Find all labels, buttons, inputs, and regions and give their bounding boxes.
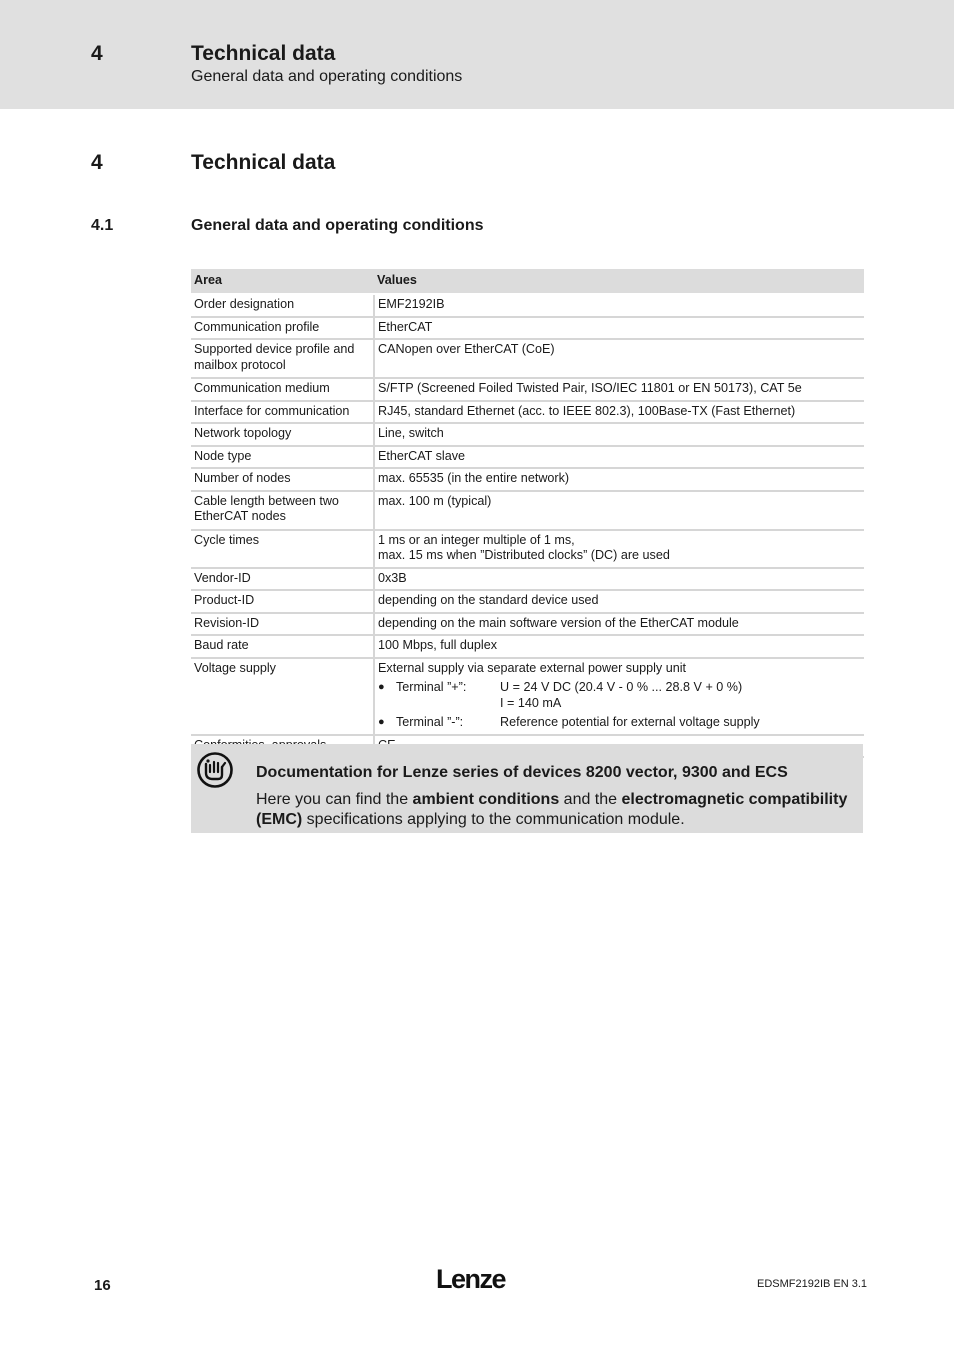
note-title: Documentation for Lenze series of devices 8200 vector, 9300 and ECS bbox=[256, 764, 788, 781]
row-value: 100 Mbps, full duplex bbox=[374, 635, 864, 658]
row-value: RJ45, standard Ethernet (acc. to IEEE 802.3), 100Base-TX (Fast Ethernet) bbox=[374, 401, 864, 424]
row-value-line: max. 15 ms when ”Distributed clocks” (DC) are used bbox=[378, 548, 670, 562]
bullet-item bbox=[378, 680, 861, 711]
bullet-value bbox=[500, 680, 861, 711]
row-area: Network topology bbox=[191, 423, 374, 446]
row-area: Interface for communication bbox=[191, 401, 374, 424]
bullet-label: Terminal ”+”: bbox=[396, 680, 467, 694]
row-area: Vendor-ID bbox=[191, 568, 374, 591]
table-row bbox=[191, 446, 864, 469]
column-header-values: Values bbox=[374, 269, 864, 294]
bullet-item bbox=[378, 715, 861, 731]
row-value-line: 1 ms or an integer multiple of 1 ms, bbox=[378, 532, 575, 547]
row-value: max. 65535 (in the entire network) bbox=[374, 468, 864, 491]
row-area: Product-ID bbox=[191, 590, 374, 613]
bullet-value-line: U = 24 V DC (20.4 V - 0 % ... 28.8 V + 0 %) bbox=[500, 680, 743, 694]
table-row bbox=[191, 378, 864, 401]
table-row bbox=[191, 590, 864, 613]
table-row bbox=[191, 468, 864, 491]
header-chapter-number: 4 bbox=[91, 42, 103, 65]
table-row bbox=[191, 491, 864, 530]
header-section-title: General data and operating conditions bbox=[191, 68, 463, 85]
table-row bbox=[191, 401, 864, 424]
table-row bbox=[191, 635, 864, 658]
row-area: Voltage supply bbox=[191, 658, 374, 735]
row-area: Node type bbox=[191, 446, 374, 469]
row-area: Cable length between two EtherCAT nodes bbox=[191, 491, 374, 530]
row-value: EtherCAT bbox=[374, 317, 864, 340]
document-id: EDSMF2192IB EN 3.1 bbox=[757, 1278, 868, 1290]
table-row bbox=[191, 658, 864, 735]
row-value: EtherCAT slave bbox=[374, 446, 864, 469]
table-row bbox=[191, 294, 864, 317]
bullet-value-line: I = 140 mA bbox=[500, 695, 562, 710]
header-chapter-title: Technical data bbox=[191, 42, 336, 65]
table-row bbox=[191, 530, 864, 568]
bullet-icon: ● bbox=[378, 716, 385, 728]
bullet-label: Terminal ”-”: bbox=[396, 715, 464, 729]
row-value bbox=[374, 658, 864, 735]
row-area: Order designation bbox=[191, 294, 374, 317]
row-value: Line, switch bbox=[374, 423, 864, 446]
table-row bbox=[191, 423, 864, 446]
row-area: Revision-ID bbox=[191, 613, 374, 636]
lenze-logo: Lenze bbox=[436, 1264, 506, 1294]
documentation-hand-icon bbox=[196, 751, 234, 789]
header-band bbox=[0, 0, 954, 109]
row-value: CANopen over EtherCAT (CoE) bbox=[374, 339, 864, 378]
row-value: 0x3B bbox=[374, 568, 864, 591]
table-row bbox=[191, 339, 864, 378]
row-area: Number of nodes bbox=[191, 468, 374, 491]
table-row bbox=[191, 317, 864, 340]
row-value: S/FTP (Screened Foiled Twisted Pair, ISO/IEC 11801 or EN 50173), CAT 5e bbox=[374, 378, 864, 401]
note-text: Here you can find the ambient conditions and the electromagnetic compatibility (EMC) specifications applying to the communication module. bbox=[256, 791, 848, 828]
row-value: max. 100 m (typical) bbox=[374, 491, 864, 530]
table-row bbox=[191, 568, 864, 591]
heading2-number: 4.1 bbox=[91, 217, 114, 234]
column-header-area: Area bbox=[191, 269, 374, 294]
bullet-value: Reference potential for external voltage supply bbox=[500, 715, 760, 729]
row-area: Communication medium bbox=[191, 378, 374, 401]
bullet-icon: ● bbox=[378, 681, 385, 693]
row-area: Cycle times bbox=[191, 530, 374, 568]
heading2-title: General data and operating conditions bbox=[191, 217, 484, 234]
row-value bbox=[374, 530, 864, 568]
documentation-note bbox=[191, 744, 863, 833]
row-value: depending on the standard device used bbox=[374, 590, 864, 613]
row-area: Supported device profile and mailbox protocol bbox=[191, 339, 374, 378]
row-value: depending on the main software version of the EtherCAT module bbox=[374, 613, 864, 636]
technical-data-table bbox=[191, 269, 864, 758]
page-number: 16 bbox=[94, 1277, 111, 1294]
row-value: EMF2192IB bbox=[374, 294, 864, 317]
row-area: Communication profile bbox=[191, 317, 374, 340]
row-value-line: External supply via separate external power supply unit bbox=[378, 660, 687, 675]
row-area: Baud rate bbox=[191, 635, 374, 658]
heading1-number: 4 bbox=[91, 151, 103, 174]
heading1-title: Technical data bbox=[191, 151, 336, 174]
table-row bbox=[191, 613, 864, 636]
table-header-row bbox=[191, 269, 864, 294]
